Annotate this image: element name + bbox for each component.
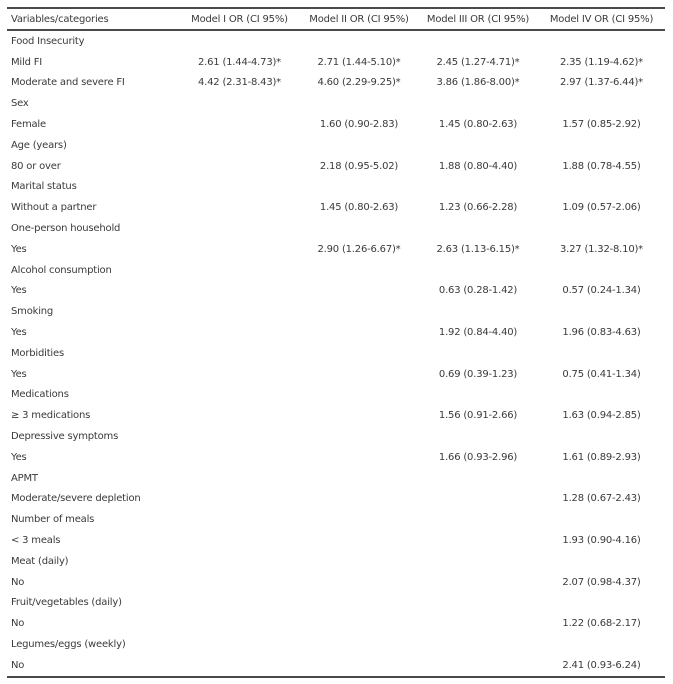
model-3-value: 0.63 (0.28-1.42) [438, 285, 518, 297]
model-4-value [538, 218, 665, 239]
model-2-value [300, 447, 418, 468]
model-3-value [418, 489, 538, 510]
group-row [7, 385, 665, 406]
model-4-value: 2.35 (1.19-4.62)* [560, 56, 643, 68]
model-2-value [300, 93, 418, 114]
model-2-value: 2.71 (1.44-5.10)* [317, 56, 401, 68]
model-1-value [179, 364, 300, 385]
model-3-value: 2.63 (1.13-6.15)* [436, 243, 520, 255]
model-3-value: 1.56 (0.91-2.66) [438, 410, 518, 422]
model-2-value [300, 30, 418, 52]
model-1-value: 4.42 (2.31-8.43)* [198, 77, 281, 89]
model-4-value [538, 509, 665, 530]
variable-label: Age (years) [11, 139, 67, 151]
table-row [7, 281, 665, 302]
variable-label: Meat (daily) [11, 555, 69, 567]
model-3-value [418, 385, 538, 406]
model-2-value [300, 426, 418, 447]
category-label: No [11, 618, 25, 630]
category-label: Moderate/severe depletion [11, 493, 141, 505]
model-4-value: 1.22 (0.68-2.17) [562, 618, 641, 630]
model-1-value [179, 156, 300, 177]
category-label: Yes [11, 285, 27, 297]
model-2-value [300, 301, 418, 322]
model-4-value [538, 177, 665, 198]
model-1-value [179, 93, 300, 114]
model-2-value [300, 135, 418, 156]
model-2-value [300, 530, 418, 551]
table-row [7, 239, 665, 260]
model-1-value [179, 260, 300, 281]
table-row [7, 530, 665, 551]
variable-label: Medications [11, 389, 69, 401]
model-1-value [179, 239, 300, 260]
model-3-value: 2.45 (1.27-4.71)* [436, 56, 520, 68]
model-4-value: 3.27 (1.32-8.10)* [560, 243, 643, 255]
variable-label: Depressive symptoms [11, 431, 119, 443]
model-4-value: 2.07 (0.98-4.37) [562, 576, 641, 588]
model-2-value [300, 489, 418, 510]
category-label: No [11, 659, 25, 671]
model-3-value [418, 634, 538, 655]
table-row [7, 489, 665, 510]
model-2-value [300, 509, 418, 530]
model-3-value: 1.23 (0.66-2.28) [438, 202, 518, 214]
model-4-value [538, 93, 665, 114]
model-3-value [418, 218, 538, 239]
model-3-value [418, 135, 538, 156]
category-label: Moderate and severe FI [11, 77, 125, 89]
model-1-value [179, 426, 300, 447]
model-4-value [538, 260, 665, 281]
model-4-value [538, 593, 665, 614]
table-row [7, 197, 665, 218]
model-4-value: 1.88 (0.78-4.55) [562, 160, 641, 172]
variable-label: Food Insecurity [11, 35, 85, 47]
variable-label: Number of meals [11, 514, 95, 526]
model-2-value: 4.60 (2.29-9.25)* [317, 77, 401, 89]
model-3-value: 1.66 (0.93-2.96) [438, 451, 518, 463]
group-row [7, 177, 665, 198]
model-2-value [300, 177, 418, 198]
model-4-value [538, 385, 665, 406]
model-3-value [418, 30, 538, 52]
model-1-value [179, 551, 300, 572]
model-2-value [300, 281, 418, 302]
group-row [7, 93, 665, 114]
model-4-value: 1.96 (0.83-4.63) [562, 327, 641, 339]
model-3-value [418, 572, 538, 593]
model-1-value [179, 281, 300, 302]
variable-label: Fruit/vegetables (daily) [11, 597, 122, 609]
model-4-value: 2.41 (0.93-6.24) [562, 659, 641, 671]
model-4-value [538, 426, 665, 447]
model-3-value [418, 93, 538, 114]
model-3-value: 0.69 (0.39-1.23) [438, 368, 518, 380]
category-label: Mild FI [11, 56, 43, 68]
model-4-value: 0.57 (0.24-1.34) [562, 285, 641, 297]
model-4-value [538, 343, 665, 364]
group-row [7, 426, 665, 447]
model-2-value [300, 572, 418, 593]
model-1-value [179, 30, 300, 52]
variable-label: Marital status [11, 181, 77, 193]
model-2-value: 1.60 (0.90-2.83) [319, 119, 399, 131]
table-row [7, 73, 665, 94]
table-row [7, 447, 665, 468]
category-label: Yes [11, 368, 27, 380]
model-4-value [538, 551, 665, 572]
model-1-value [179, 385, 300, 406]
model-2-value [300, 343, 418, 364]
model-4-value [538, 30, 665, 52]
table-row [7, 364, 665, 385]
model-4-value: 1.61 (0.89-2.93) [562, 451, 641, 463]
group-row [7, 634, 665, 655]
model-4-value [538, 301, 665, 322]
odds-ratio-table-container [7, 7, 665, 678]
model-3-value: 1.45 (0.80-2.63) [438, 119, 518, 131]
model-4-value [538, 135, 665, 156]
group-row [7, 468, 665, 489]
model-1-value [179, 322, 300, 343]
model-1-value [179, 114, 300, 135]
category-label: 80 or over [11, 160, 61, 172]
variable-label: Morbidities [11, 347, 64, 359]
table-row [7, 322, 665, 343]
model-2-value: 2.18 (0.95-5.02) [319, 160, 399, 172]
model-1-value [179, 468, 300, 489]
category-label: Yes [11, 327, 27, 339]
table-row [7, 405, 665, 426]
model-3-value [418, 613, 538, 634]
model-3-value [418, 530, 538, 551]
model-3-value [418, 468, 538, 489]
model-1-value [179, 177, 300, 198]
model-1-value [179, 135, 300, 156]
model-2-value [300, 260, 418, 281]
model-3-value [418, 343, 538, 364]
model-2-value [300, 593, 418, 614]
model-2-value [300, 613, 418, 634]
model-3-value [418, 177, 538, 198]
model-4-value: 1.09 (0.57-2.06) [562, 202, 641, 214]
header-row [7, 8, 665, 30]
category-label: Yes [11, 451, 27, 463]
header-model-1: Model I OR (CI 95%) [191, 13, 288, 25]
model-3-value [418, 655, 538, 677]
header-model-2: Model II OR (CI 95%) [309, 13, 409, 25]
header-variables: Variables/categories [11, 13, 109, 25]
group-row [7, 551, 665, 572]
variable-label: Smoking [11, 306, 54, 318]
group-row [7, 218, 665, 239]
model-3-value: 1.92 (0.84-4.40) [438, 327, 518, 339]
model-2-value: 1.45 (0.80-2.63) [319, 202, 399, 214]
model-1-value: 2.61 (1.44-4.73)* [198, 56, 281, 68]
model-3-value [418, 301, 538, 322]
model-1-value [179, 197, 300, 218]
model-1-value [179, 530, 300, 551]
variable-label: Alcohol consumption [11, 264, 112, 276]
group-row [7, 593, 665, 614]
category-label: Female [11, 119, 46, 131]
group-row [7, 343, 665, 364]
category-label: Yes [11, 243, 27, 255]
category-label: ≥ 3 medications [11, 410, 91, 422]
model-3-value [418, 260, 538, 281]
model-3-value [418, 509, 538, 530]
model-3-value: 1.88 (0.80-4.40) [438, 160, 518, 172]
table-row [7, 655, 665, 677]
model-4-value: 2.97 (1.37-6.44)* [560, 77, 643, 89]
model-2-value [300, 218, 418, 239]
variable-label: One-person household [11, 223, 121, 235]
model-1-value [179, 447, 300, 468]
table-row [7, 613, 665, 634]
model-1-value [179, 489, 300, 510]
model-1-value [179, 509, 300, 530]
model-4-value: 1.28 (0.67-2.43) [562, 493, 641, 505]
model-3-value [418, 426, 538, 447]
model-2-value [300, 551, 418, 572]
group-row [7, 260, 665, 281]
model-1-value [179, 655, 300, 677]
model-2-value [300, 364, 418, 385]
model-3-value [418, 593, 538, 614]
model-2-value [300, 468, 418, 489]
model-1-value [179, 572, 300, 593]
model-2-value [300, 385, 418, 406]
model-1-value [179, 343, 300, 364]
model-1-value [179, 405, 300, 426]
model-1-value [179, 634, 300, 655]
model-4-value: 1.63 (0.94-2.85) [562, 410, 641, 422]
variable-label: Sex [11, 98, 29, 110]
model-1-value [179, 613, 300, 634]
model-4-value [538, 634, 665, 655]
model-2-value [300, 655, 418, 677]
table-header [7, 8, 665, 30]
category-label: No [11, 576, 25, 588]
table-row [7, 52, 665, 73]
category-label: < 3 meals [11, 535, 61, 547]
header-model-4: Model IV OR (CI 95%) [549, 13, 654, 25]
model-4-value [538, 468, 665, 489]
model-4-value: 1.57 (0.85-2.92) [562, 119, 641, 131]
model-1-value [179, 218, 300, 239]
category-label: Without a partner [11, 202, 97, 214]
model-3-value [418, 551, 538, 572]
model-2-value [300, 405, 418, 426]
table-row [7, 156, 665, 177]
model-2-value: 2.90 (1.26-6.67)* [317, 243, 401, 255]
model-4-value: 0.75 (0.41-1.34) [562, 368, 641, 380]
model-4-value: 1.93 (0.90-4.16) [562, 535, 641, 547]
group-row [7, 509, 665, 530]
group-row [7, 30, 665, 52]
model-2-value [300, 322, 418, 343]
variable-label: APMT [11, 472, 38, 484]
model-1-value [179, 593, 300, 614]
group-row [7, 135, 665, 156]
model-3-value: 3.86 (1.86-8.00)* [436, 77, 520, 89]
table-body [7, 30, 665, 677]
group-row [7, 301, 665, 322]
table-row [7, 114, 665, 135]
odds-ratio-table [7, 7, 665, 678]
model-2-value [300, 634, 418, 655]
variable-label: Legumes/eggs (weekly) [11, 639, 126, 650]
table-row [7, 572, 665, 593]
model-1-value [179, 301, 300, 322]
header-model-3: Model III OR (CI 95%) [426, 13, 530, 25]
